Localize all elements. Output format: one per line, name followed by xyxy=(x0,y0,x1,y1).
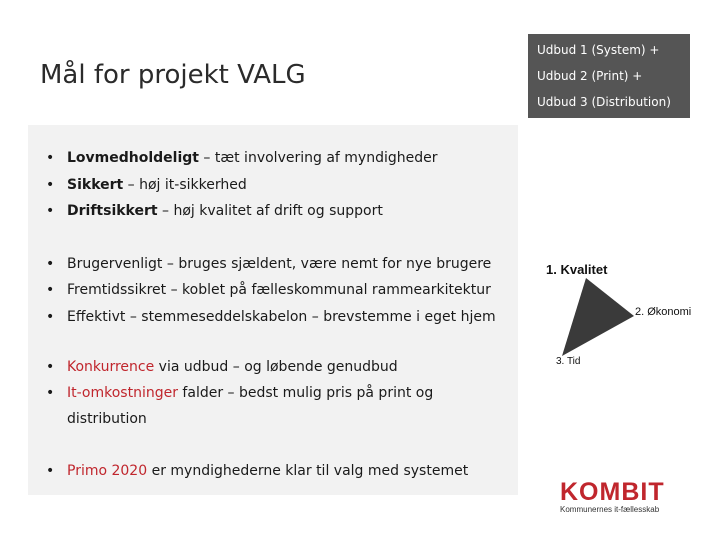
bullet-dot: • xyxy=(46,359,55,375)
bullet-lead: Primo 2020 xyxy=(67,463,148,479)
kombit-logo xyxy=(560,478,665,514)
page-title: Mål for projekt VALG xyxy=(40,60,306,90)
bullet-text: – høj it-sikkerhed xyxy=(123,177,247,193)
triangle-label-okonomi: 2. Økonomi xyxy=(635,306,692,318)
udbud-item-1: Udbud 1 (System) + xyxy=(537,43,660,57)
bullet-text: – høj kvalitet af drift og support xyxy=(157,203,383,219)
bullet-dot: • xyxy=(46,385,55,401)
bullet-dot: • xyxy=(46,463,55,479)
bullet-text: – koblet på fælleskommunal rammearkitektur xyxy=(166,282,491,298)
logo-tagline: Kommunernes it-fællesskab xyxy=(560,505,660,514)
bullet-text: – stemmeseddelskabelon – brevstemme i eget hjem xyxy=(125,309,496,325)
bullet-dot: • xyxy=(46,282,55,298)
bullet-text: – tæt involvering af myndigheder xyxy=(198,150,438,166)
bullet-continuation: distribution xyxy=(67,411,147,427)
bullet-dot: • xyxy=(46,309,55,325)
udbud-box xyxy=(528,34,690,118)
bullet-dot: • xyxy=(46,150,55,166)
bullet-text: er myndighederne klar til valg med systemet xyxy=(147,463,469,479)
bullet-text: – bruges sjældent, være nemt for nye brugere xyxy=(162,256,492,272)
triangle-label-kvalitet: 1. Kvalitet xyxy=(546,262,608,277)
bullet-lead: Fremtidssikret xyxy=(67,282,167,298)
bullet-lead: Driftsikkert xyxy=(67,203,158,219)
bullet-lead: Sikkert xyxy=(67,177,124,193)
logo-wordmark: KOMBIT xyxy=(560,478,665,506)
triangle-label-tid: 3. Tid xyxy=(556,356,581,367)
bullet-dot: • xyxy=(46,203,55,219)
bullet-lead: Konkurrence xyxy=(67,359,155,375)
udbud-item-3: Udbud 3 (Distribution) xyxy=(537,95,671,109)
bullet-lead: It-omkostninger xyxy=(67,385,178,401)
udbud-item-2: Udbud 2 (Print) + xyxy=(537,69,643,83)
bullet-text: falder – bedst mulig pris på print og xyxy=(177,385,434,401)
bullet-dot: • xyxy=(46,177,55,193)
bullet-text: via udbud – og løbende genudbud xyxy=(154,359,398,375)
bullet-lead: Effektivt xyxy=(67,309,126,325)
bullet-lead: Lovmedholdeligt xyxy=(67,150,199,166)
bullet-lead: Brugervenligt xyxy=(67,256,163,272)
quality-triangle xyxy=(548,276,638,358)
triangle-shape xyxy=(562,278,634,356)
bullet-dot: • xyxy=(46,256,55,272)
